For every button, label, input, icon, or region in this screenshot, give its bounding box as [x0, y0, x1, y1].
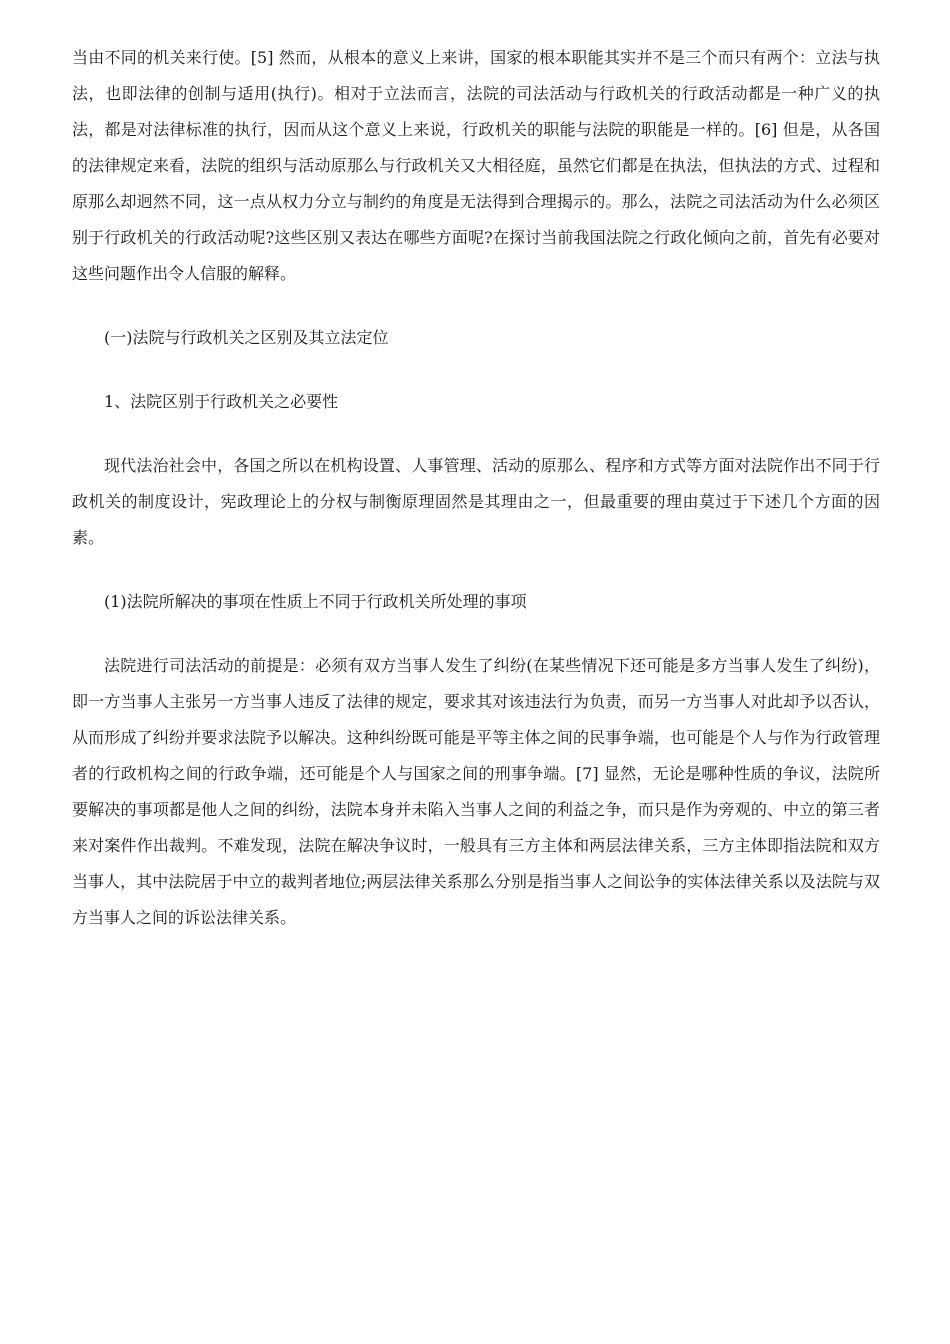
document-page: [72, 40, 880, 936]
body-paragraph: 现代法治社会中，各国之所以在机构设置、人事管理、活动的原那么、程序和方式等方面对法院作出不同于行政机关的制度设计，宪政理论上的分权与制衡原理固然是其理由之一，但最重要的理由莫过于下述几个方面的因素。: [72, 456, 880, 547]
section-heading: (一)法院与行政机关之区别及其立法定位: [104, 328, 389, 347]
body-paragraph: 法院进行司法活动的前提是：必须有双方当事人发生了纠纷(在某些情况下还可能是多方当事人发生了纠纷)，即一方当事人主张另一方当事人违反了法律的规定，要求其对该违法行为负责，而另一方当事人对此却予以否认，从而形成了纠纷并要求法院予以解决。这种纠纷既可能是平等主体之间的民事争端，也可能是个人与作为行政管理者的行政机构之间的行政争端，还可能是个人与国家之间的刑事争端。[7] 显然，无论是哪种性质的争议，法院所要解决的事项都是他人之间的纠纷，法院本身并未陷入当事人之间的利益之争，而只是作为旁观的、中立的第三者来对案件作出裁判。不难发现，法院在解决争议时，一般具有三方主体和两层法律关系，三方主体即指法院和双方当事人，其中法院居于中立的裁判者地位;两层法律关系那么分别是指当事人之间讼争的实体法律关系以及法院与双方当事人之间的诉讼法律关系。: [72, 656, 880, 927]
subsection-heading: 1、法院区别于行政机关之必要性: [104, 392, 339, 411]
subsection-heading: (1)法院所解决的事项在性质上不同于行政机关所处理的事项: [104, 592, 527, 611]
body-paragraph-continued: 当由不同的机关来行使。[5] 然而，从根本的意义上来讲，国家的根本职能其实并不是三个而只有两个：立法与执法，也即法律的创制与适用(执行)。相对于立法而言，法院的司法活动与行政机关的行政活动都是一种广义的执法，都是对法律标准的执行，因而从这个意义上来说，行政机关的职能与法院的职能是一样的。[6] 但是，从各国的法律规定来看，法院的组织与活动原那么与行政机关又大相径庭，虽然它们都是在执法，但执法的方式、过程和原那么却迥然不同，这一点从权力分立与制约的角度是无法得到合理揭示的。那么，法院之司法活动为什么必须区别于行政机关的行政活动呢?这些区别又表达在哪些方面呢?在探讨当前我国法院之行政化倾向之前，首先有必要对这些问题作出令人信服的解释。: [72, 48, 880, 283]
